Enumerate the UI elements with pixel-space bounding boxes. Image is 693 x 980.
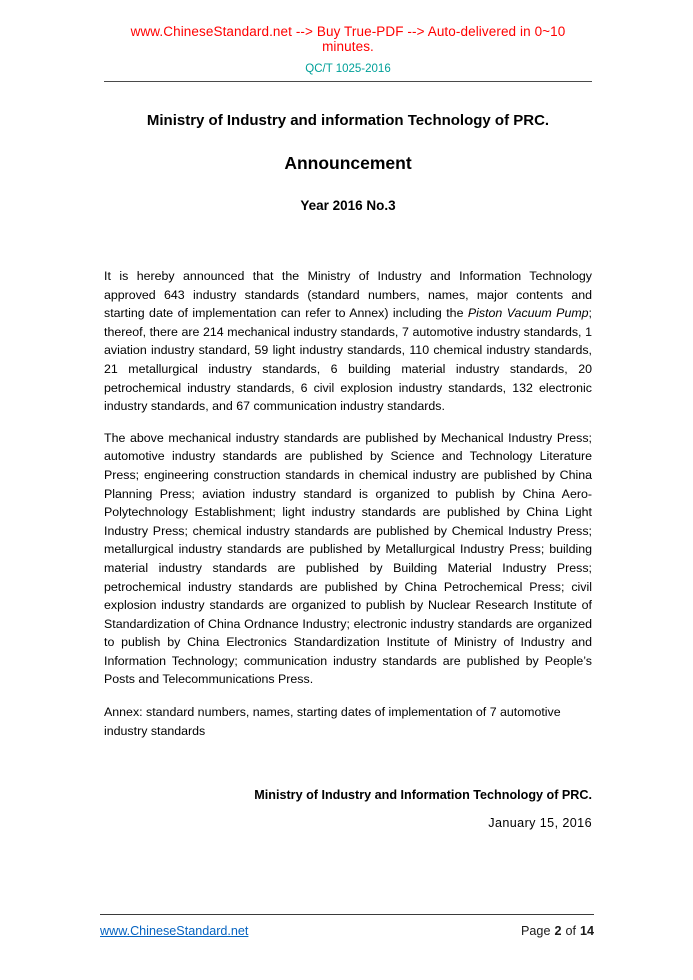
page-footer [100,914,594,938]
page-number: 2 [554,924,562,938]
paragraph-announcement [104,267,592,416]
standard-code: QC/T 1025-2016 [305,63,391,75]
p1-text: It is hereby announced that the Ministry of Industry and Information Technology approved 643 industry standards (standard numbers, names, major contents and starting date of implementation can refer to Annex) including the [104,269,592,321]
signature-date: January 15, 2016 [488,816,592,831]
paragraph-publishers: The above mechanical industry standards are published by Mechanical Industry Press; automotive industry standards are published by Science and Technology Literature Press; engineering construction standards in chemical industry are published by China Planning Press; aviation industry standard is organized to publish by China Aero-Polytechnology Establishment; light industry standards are published by China Light Industry Press; chemical industry standards are published by Chemical Industry Press; metallurgical industry standards are published by Metallurgical Industry Press; building material industry standards are published by Building Material Industry Press; petrochemical industry standards are published by China Petrochemical Press; civil explosion industry standards are organized to publish by Nuclear Research Institute of Standardization of China Ordnance Industry; electronic industry standards are organized to publish by China Electronics Standardization Institute of Ministry of Industry and Information Technology; communication industry standards are published by People’s Posts and Telecommunications Press. [104,430,592,687]
page-word: Page [521,924,551,938]
p1-text-continued: ; thereof, there are 214 mechanical industry standards, 7 automotive industry standards, 1 aviation industry standard, 59 light industry standards, 110 chemical industry standards, 21 metallurgical industry standards, 6 building material industry standards, 20 petrochemical industry standards, 6 civil explosion industry standards, 132 electronic industry standards, and 67 communication industry standards. [104,306,592,414]
chinesestandard-link[interactable]: www.ChineseStandard.net [100,924,249,938]
header-divider [104,81,592,82]
page-indicator [521,924,594,938]
announcement-title: Announcement [284,153,412,173]
footer-divider [100,914,594,915]
signature-block [104,788,592,830]
year-number-subtitle: Year 2016 No.3 [300,198,396,213]
document-body [104,267,592,740]
signature-org: Ministry of Industry and Information Technology of PRC. [254,788,592,803]
page-total: 14 [579,924,594,938]
p1-italic-standard-name: Piston Vacuum Pump [467,306,589,321]
buy-true-pdf-banner-link[interactable]: www.ChineseStandard.net --> Buy True-PDF --> Auto-delivered in 0~10 minutes. [130,24,566,54]
of-word: of [565,924,576,938]
paragraph-annex: Annex: standard numbers, names, starting dates of implementation of 7 automotive industry standards [104,705,561,738]
ministry-title: Ministry of Industry and information Technology of PRC. [146,112,550,129]
